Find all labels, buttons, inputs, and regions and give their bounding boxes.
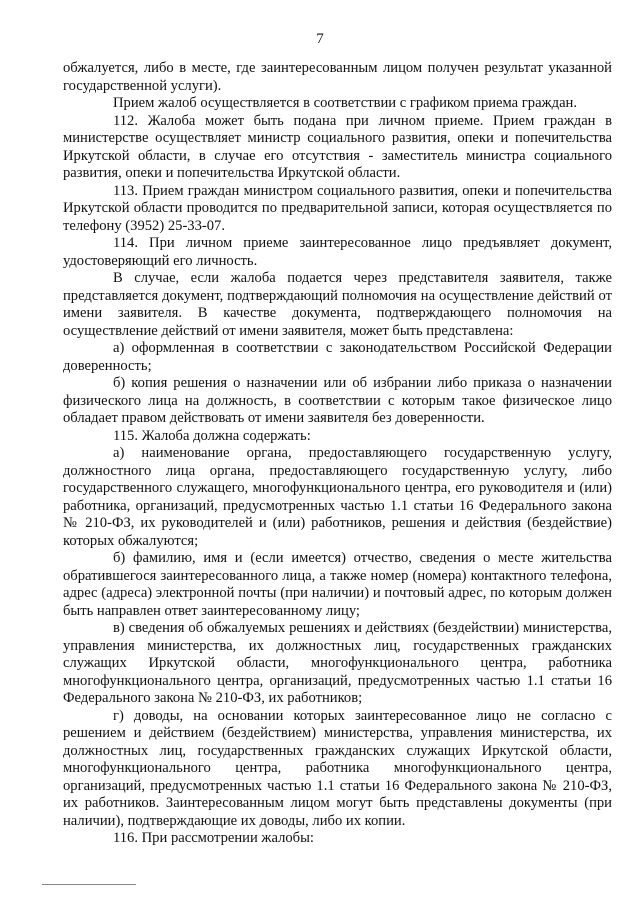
page-number: 7 xyxy=(316,31,324,47)
paragraph-item-a-power-of-attorney: а) оформленная в соответствии с законодательством Российской Федерации доверенность; xyxy=(63,340,612,374)
paragraph-representative: В случае, если жалоба подается через представителя заявителя, также представляется документ, подтверждающий полномочия на осуществление действий от имени заявителя. В качестве документа, подтверждающего полномочия на осуществление действий от имени заявителя, может быть представлена: xyxy=(63,270,612,339)
paragraph-115-item-v: в) сведения об обжалуемых решениях и действиях (бездействии) министерства, управления министерства, их должностных лиц, государственных гражданских служащих Иркутской области, многофункционального центра, работника многофункционального центра, организаций, предусмотренных частью 1.1 статьи 16 Федерального закона № 210-ФЗ, их работников; xyxy=(63,620,612,706)
paragraph-116: 116. При рассмотрении жалобы: xyxy=(113,830,314,846)
paragraph-continuation: обжалуется, либо в месте, где заинтересованным лицом получен результат указанной государственной услуги). xyxy=(63,60,612,94)
paragraph-schedule: Прием жалоб осуществляется в соответствии с графиком приема граждан. xyxy=(113,95,577,111)
paragraph-115-item-a: а) наименование органа, предоставляющего государственную услугу, должностного лица органа, предоставляющего государственную услугу, либо государственного служащего, многофункционального центра, его руководителя и (или) работника, организаций, предусмотренных частью 1.1 статьи 16 Федерального закона № 210-ФЗ, их руководителей и (или) работников, решения и действия (бездействие) которых обжалуются; xyxy=(63,445,612,549)
body-text xyxy=(63,60,612,848)
paragraph-115: 115. Жалоба должна содержать: xyxy=(113,427,311,444)
paragraph-115-item-b: б) фамилию, имя и (если имеется) отчество, сведения о месте жительства обратившегося заинтересованного лица, а также номер (номера) контактного телефона, адрес (адреса) электронной почты (при наличии) и почтовый адрес, по которым должен быть направлен ответ заинтересованному лицу; xyxy=(63,550,612,619)
footer-divider xyxy=(42,884,136,885)
paragraph-114: 114. При личном приеме заинтересованное лицо предъявляет документ, удостоверяющий его личность. xyxy=(63,235,612,269)
paragraph-112: 112. Жалоба может быть подана при личном приеме. Прием граждан в министерстве осуществляет министр социального развития, опеки и попечительства Иркутской области, в случае его отсутствия - заместитель министра социального развития, опеки и попечительства Иркутской области. xyxy=(63,112,612,181)
paragraph-item-b-appointment-copy: б) копия решения о назначении или об избрании либо приказа о назначении физического лица на должность, в соответствии с которым такое физическое лицо обладает правом действовать от имени заявителя без доверенности. xyxy=(63,375,612,426)
paragraph-113: 113. Прием граждан министром социального развития, опеки и попечительства Иркутской области проводится по предварительной записи, которая осуществляется по телефону (3952) 25-33-07. xyxy=(63,182,612,234)
paragraph-115-item-g: г) доводы, на основании которых заинтересованное лицо не согласно с решением и действием (бездействием) министерства, управления министерства, их должностных лиц, государственных гражданских служащих Иркутской области, многофункционального центра, работника многофункционального центра, организаций, предусмотренных частью 1.1 статьи 16 Федерального закона № 210-ФЗ, их работников. Заинтересованным лицом могут быть представлены документы (при наличии), подтверждающие их доводы, либо их копии. xyxy=(63,707,612,829)
